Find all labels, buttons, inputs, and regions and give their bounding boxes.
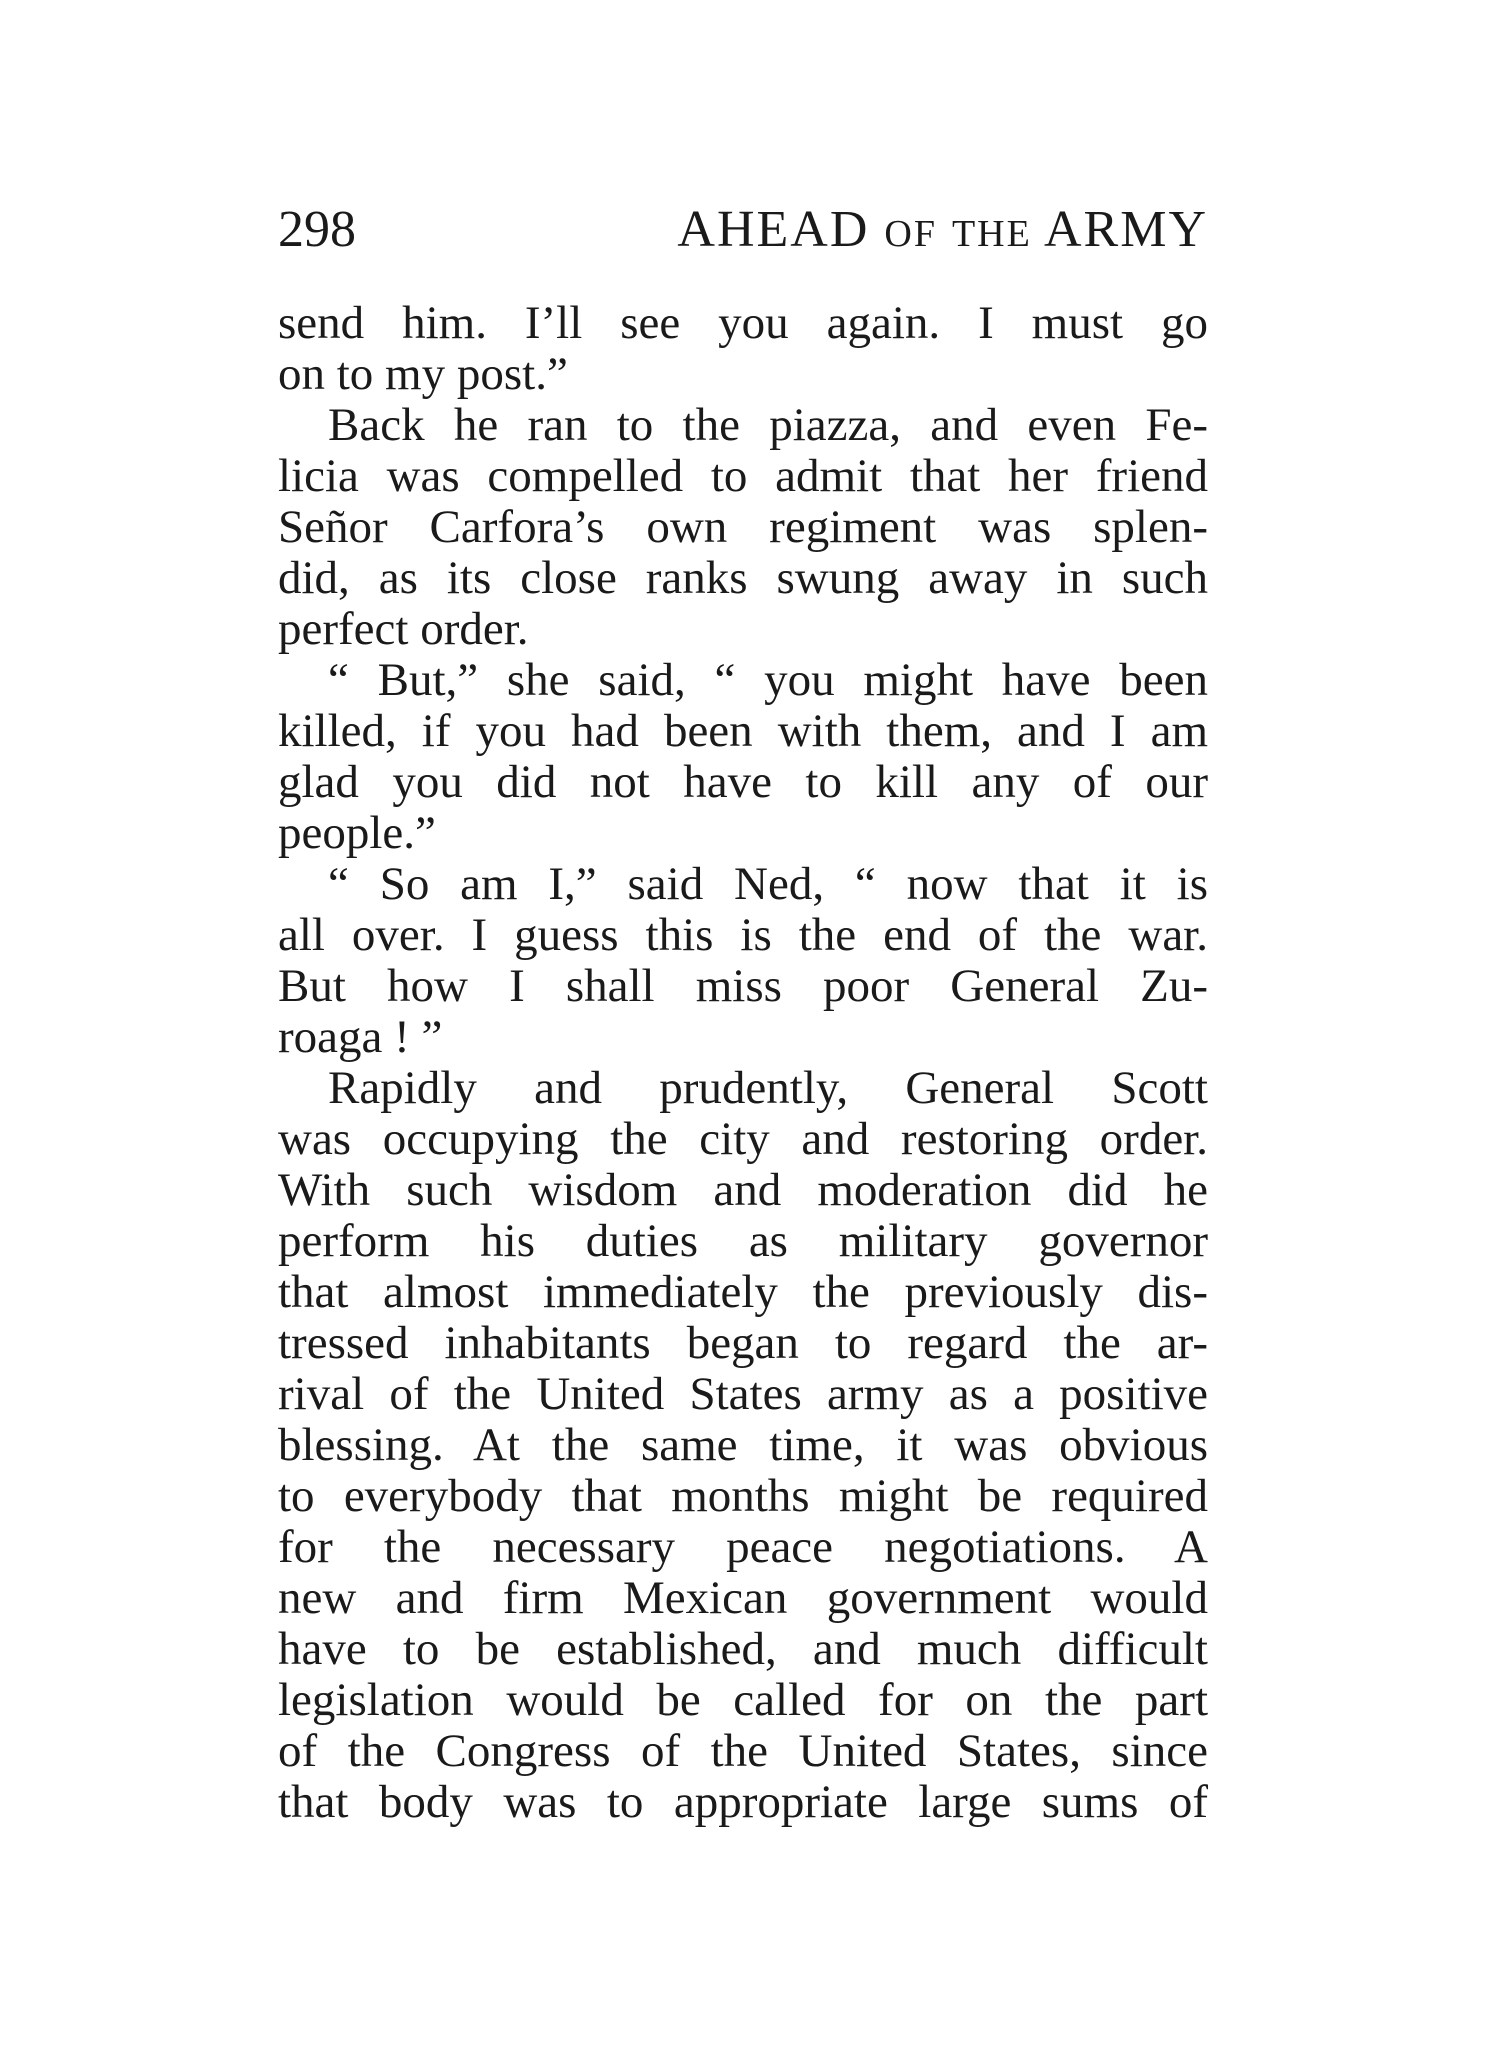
title-word-ahead: AHEAD	[677, 201, 870, 258]
text-line: people.”	[278, 807, 436, 859]
text-line: was occupying the city and restoring order.	[278, 1113, 1208, 1165]
text-line: that body was to appropriate large sums of	[278, 1776, 1208, 1828]
text-line: on to my post.”	[278, 348, 568, 400]
text-line: to everybody that months might be required	[278, 1470, 1208, 1522]
text-line: rival of the United States army as a positive	[278, 1368, 1208, 1420]
text-line: for the necessary peace negotiations. A	[278, 1521, 1208, 1573]
text-line: “ But,” she said, “ you might have been	[328, 654, 1208, 706]
text-line: Señor Carfora’s own regiment was splen-	[278, 501, 1208, 553]
running-title	[677, 200, 1208, 264]
text-line: tressed inhabitants began to regard the ar-	[278, 1317, 1208, 1369]
text-line: have to be established, and much difficult	[278, 1623, 1208, 1675]
text-line: “ So am I,” said Ned, “ now that it is	[328, 858, 1208, 910]
text-line: killed, if you had been with them, and I am	[278, 705, 1208, 757]
running-head	[278, 200, 1208, 260]
title-word-of: OF	[884, 213, 937, 255]
text-line: licia was compelled to admit that her friend	[278, 450, 1208, 502]
text-line: send him. I’ll see you again. I must go	[278, 297, 1208, 349]
text-line: legislation would be called for on the part	[278, 1674, 1208, 1726]
text-line: blessing. At the same time, it was obvious	[278, 1419, 1208, 1471]
text-line: that almost immediately the previously dis-	[278, 1266, 1208, 1318]
text-line: Rapidly and prudently, General Scott	[328, 1062, 1208, 1114]
text-line: glad you did not have to kill any of our	[278, 756, 1208, 808]
text-line: of the Congress of the United States, since	[278, 1725, 1208, 1777]
text-line: new and firm Mexican government would	[278, 1572, 1208, 1624]
title-word-army: ARMY	[1043, 201, 1208, 258]
text-line: all over. I guess this is the end of the war.	[278, 909, 1208, 961]
text-line: did, as its close ranks swung away in such	[278, 552, 1208, 604]
title-word-the: THE	[951, 213, 1032, 255]
text-line: roaga ! ”	[278, 1011, 443, 1063]
text-line: With such wisdom and moderation did he	[278, 1164, 1208, 1216]
page-number: 298	[278, 201, 356, 258]
text-line: perfect order.	[278, 603, 529, 655]
text-line: But how I shall miss poor General Zu-	[278, 960, 1208, 1012]
text-line: perform his duties as military governor	[278, 1215, 1208, 1267]
body-text	[278, 298, 1208, 1828]
text-line: Back he ran to the piazza, and even Fe-	[328, 399, 1208, 451]
